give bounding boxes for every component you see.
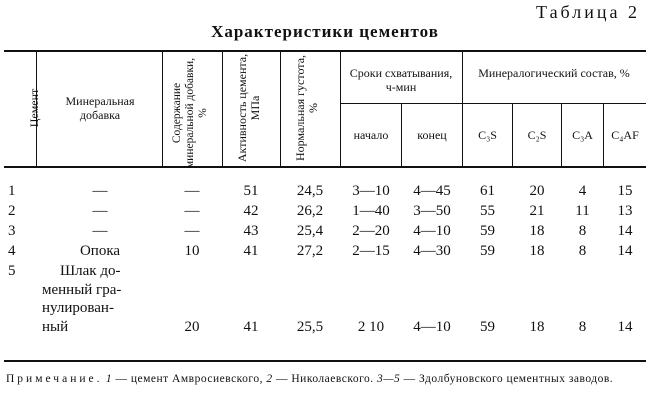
header-c3s: C₃S (478, 128, 497, 142)
row-5-density: 25,5 (296, 319, 324, 335)
note-text-1: — цемент Амвросиевского, (112, 373, 267, 385)
row-3-activity: 43 (243, 223, 259, 239)
header-additive-content: Содержание минеральной добавки, % (171, 57, 209, 169)
header-setting-time: Сроки схватывания, ч-мин (349, 66, 453, 94)
header-mineral: Минералогический состав, % (478, 66, 630, 80)
row-4-start: 2—15 (352, 243, 390, 259)
row-3-content: — (184, 223, 200, 239)
row-2-density: 26,2 (296, 203, 324, 219)
note-text-2: — Николаевского. (272, 373, 378, 385)
row-5-c4af: 14 (617, 319, 633, 335)
row-2-c3s: 55 (480, 203, 495, 219)
row-3-start: 2—20 (352, 223, 390, 239)
row-2-no: 2 (8, 203, 16, 219)
row-5-no: 5 (8, 263, 16, 279)
row-3-c3s: 59 (480, 223, 495, 239)
row-5-additive (40, 262, 164, 336)
row-4-density: 27,2 (296, 243, 324, 259)
row-4-additive: Опока (79, 243, 121, 259)
mid-rule (462, 103, 646, 104)
row-4-c3s: 59 (480, 243, 495, 259)
table-note (6, 372, 646, 387)
row-5-additive-line: Шлак до- (60, 263, 121, 279)
row-2-content: — (184, 203, 200, 219)
table-title: Характеристики цементов (211, 22, 439, 41)
row-1-end: 4—45 (413, 183, 451, 199)
header-c3a: C₃A (572, 128, 593, 142)
row-1-c2s: 20 (529, 183, 545, 199)
row-2-c4af: 13 (617, 203, 633, 219)
row-3-no: 3 (8, 223, 16, 239)
header-c2s: C₂S (527, 128, 547, 142)
row-1-c3a: 4 (578, 183, 587, 199)
row-3-density: 25,4 (296, 223, 324, 239)
row-3-c2s: 18 (529, 223, 545, 239)
header-c4af: C₄AF (611, 128, 639, 142)
vrule-2 (162, 51, 163, 166)
row-4-no: 4 (8, 243, 16, 259)
vrule-3 (222, 51, 223, 166)
row-4-end: 4—30 (413, 243, 451, 259)
row-1-no: 1 (8, 183, 16, 199)
row-1-additive: — (92, 183, 108, 199)
vrule-7 (462, 51, 463, 166)
note-lead: Примечание. (6, 373, 103, 385)
row-5-start: 2 10 (357, 319, 385, 335)
row-2-c3a: 11 (575, 203, 590, 219)
note-num-3: 3—5 (377, 373, 401, 385)
note-num-2: 2 (266, 373, 273, 385)
note-num-1: 1 (105, 373, 113, 385)
row-4-activity: 41 (243, 243, 259, 259)
vrule-4 (280, 51, 281, 166)
row-3-additive: — (92, 223, 108, 239)
row-5-additive-line: ный (42, 318, 69, 335)
row-5-c2s: 18 (529, 319, 545, 335)
header-cement: Цемент (27, 88, 41, 128)
row-1-start: 3—10 (352, 183, 390, 199)
row-5-additive-line: менный гра- (42, 281, 122, 298)
bottom-rule (4, 360, 646, 362)
row-5-content: 20 (184, 319, 200, 335)
row-2-start: 1—40 (352, 203, 390, 219)
row-1-c4af: 15 (617, 183, 633, 199)
note-text-3: — Здолбуновского цементных заводов. (400, 373, 614, 385)
row-3-c4af: 14 (617, 223, 633, 239)
row-5-c3a: 8 (578, 319, 587, 335)
row-2-additive: — (92, 203, 108, 219)
header-setting-start: начало (353, 128, 389, 142)
header-additive: Минеральная добавка (65, 94, 135, 122)
header-normal-density: Нормальная густота, % (293, 54, 320, 162)
header-setting-end: конец (417, 128, 447, 142)
row-2-c2s: 21 (529, 203, 545, 219)
row-4-content: 10 (184, 243, 200, 259)
row-5-c3s: 59 (480, 319, 495, 335)
row-1-density: 24,5 (296, 183, 324, 199)
table-number: Таблица 2 (536, 2, 640, 22)
row-5-activity: 41 (243, 319, 259, 335)
vrule-5 (340, 51, 341, 166)
header-activity: Активность цемента, МПа (235, 53, 262, 163)
row-2-end: 3—50 (413, 203, 451, 219)
row-3-c3a: 8 (578, 223, 587, 239)
row-1-content: — (184, 183, 200, 199)
row-5-additive-line: нулирован- (42, 300, 114, 316)
row-4-c4af: 14 (617, 243, 633, 259)
row-5-end: 4—10 (413, 319, 451, 335)
row-4-c3a: 8 (578, 243, 587, 259)
row-4-c2s: 18 (529, 243, 545, 259)
row-2-activity: 42 (243, 203, 259, 219)
header-bottom-rule (4, 166, 646, 168)
row-1-c3s: 61 (480, 183, 495, 199)
row-3-end: 4—10 (413, 223, 451, 239)
row-1-activity: 51 (243, 183, 259, 199)
